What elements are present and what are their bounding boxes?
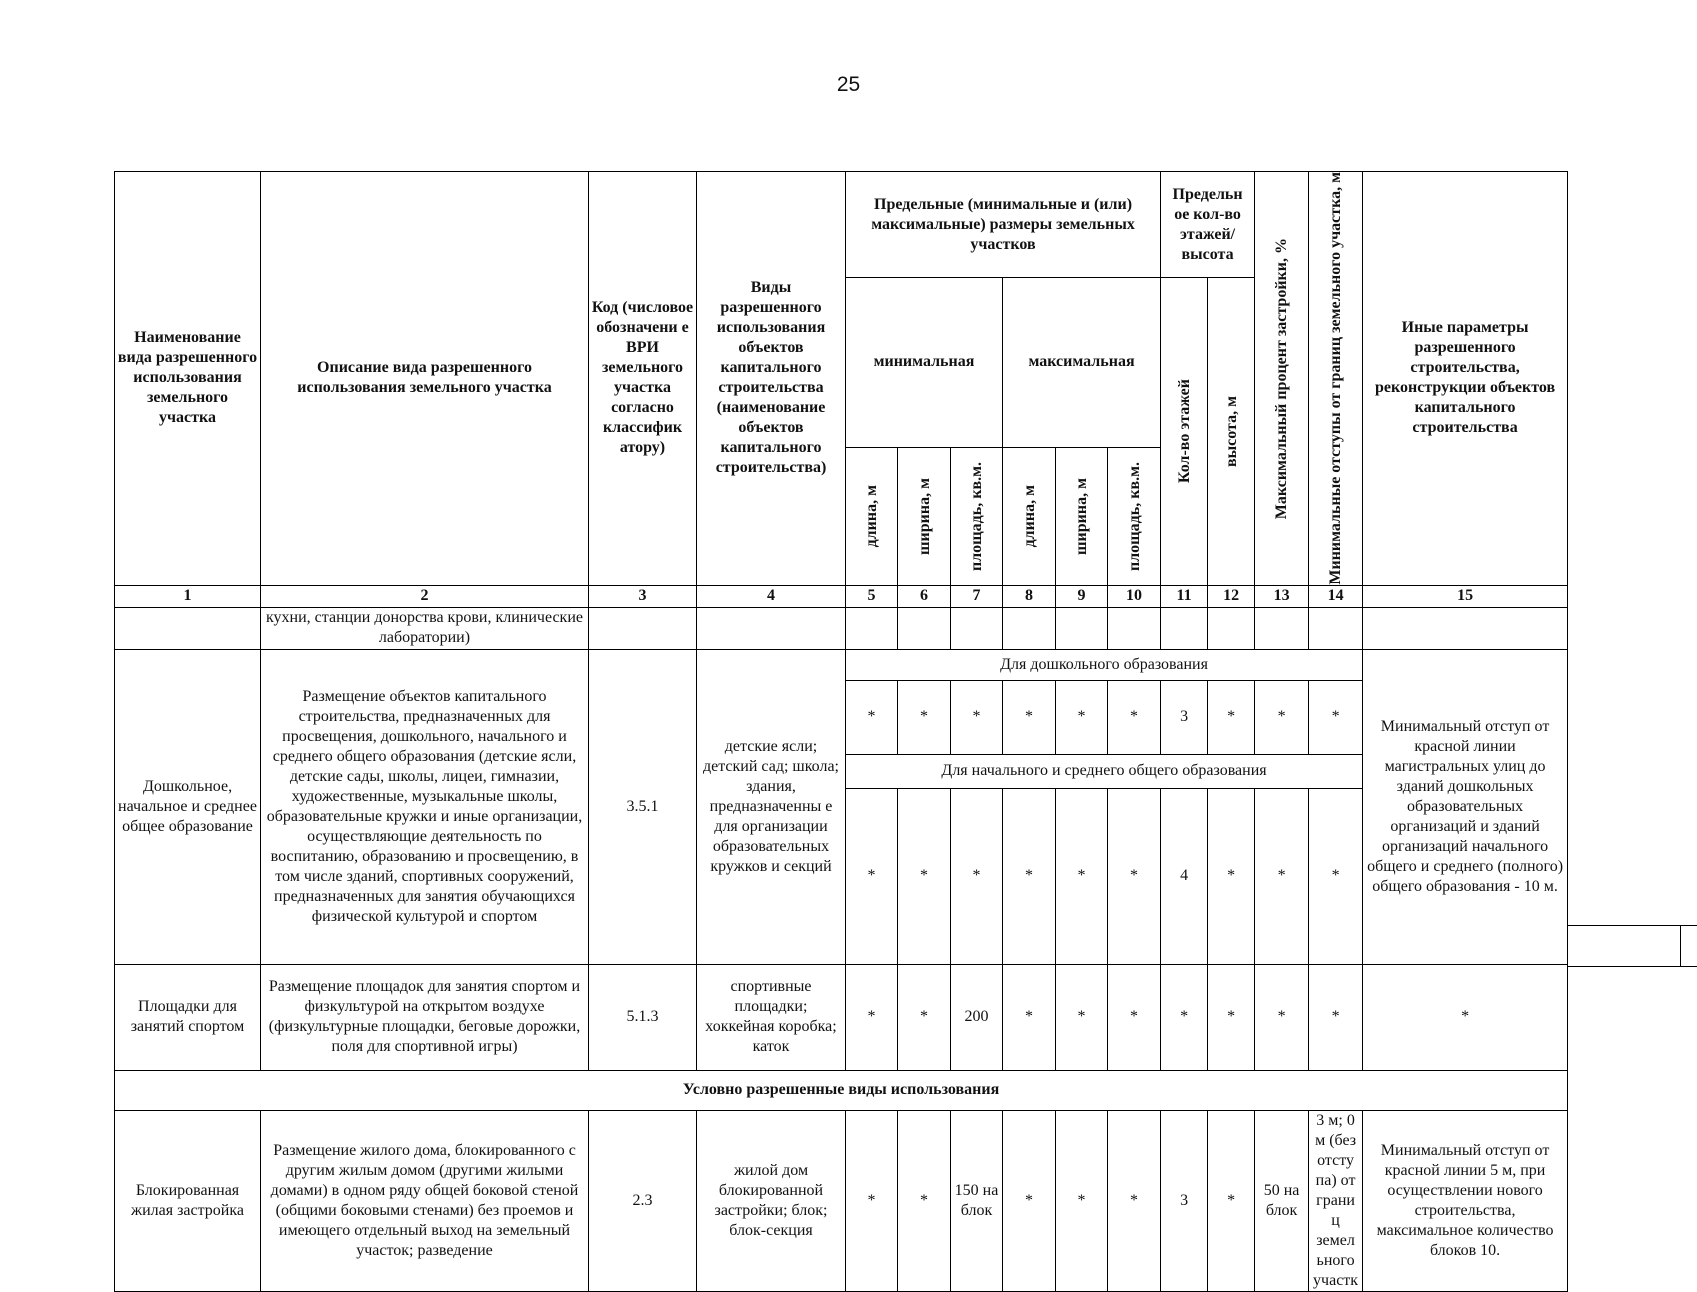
- header-max: максимальная: [1003, 278, 1161, 448]
- value-cell: *: [898, 680, 951, 754]
- value-cell: *: [1003, 788, 1056, 964]
- cell-empty: [1161, 607, 1208, 649]
- page-number: 25: [836, 73, 861, 96]
- column-number: 5: [846, 585, 898, 607]
- cell-empty: [1003, 607, 1056, 649]
- value-cell: *: [1255, 964, 1309, 1070]
- header-min-area-text: площадь, кв.м.: [968, 461, 985, 571]
- column-number: 12: [1208, 585, 1255, 607]
- value-cell: *: [1108, 788, 1161, 964]
- column-number: 11: [1161, 585, 1208, 607]
- value-cell: *: [1208, 1110, 1255, 1291]
- table-row-education: [115, 649, 1568, 680]
- value-cell: *: [1056, 680, 1108, 754]
- table-overflow-border: [1567, 925, 1697, 967]
- sport-objects: спортивные площадки; хоккейная коробка; каток: [697, 964, 846, 1070]
- value-cell: *: [1309, 788, 1363, 964]
- table-row-block-housing: [115, 1110, 1568, 1291]
- header-floors-group: Предельн ое кол-во этажей/ высота: [1161, 172, 1255, 278]
- block-description: Размещение жилого дома, блокированного с другим жилым домом (другими жилыми домами) в одном ряду общей боковой стеной (общими боковыми стенами) без проемов и имеющего отдельный выход на земельный участок; разведение: [261, 1110, 589, 1291]
- value-cell: *: [1108, 1110, 1161, 1291]
- value-cell: 200: [951, 964, 1003, 1070]
- column-number: 14: [1309, 585, 1363, 607]
- conditional-uses-section-title: Условно разрешенные виды использования: [115, 1070, 1568, 1110]
- column-number: 10: [1108, 585, 1161, 607]
- value-cell: *: [898, 788, 951, 964]
- value-cell: *: [1255, 788, 1309, 964]
- value-cell: *: [951, 788, 1003, 964]
- header-min-setback-text: Минимальные отступы от границ земельного участка, м: [1327, 172, 1345, 585]
- cell-empty: [115, 607, 261, 649]
- cell-empty: [951, 607, 1003, 649]
- block-setback-cell: 3 м; 0 м (без отсту па) от грани ц земел ьного участк: [1309, 1110, 1363, 1291]
- column-number: 2: [261, 585, 589, 607]
- header-limits: Предельные (минимальные и (или) максимальные) размеры земельных участков: [846, 172, 1161, 278]
- value-cell: *: [1056, 1110, 1108, 1291]
- header-row: [115, 172, 1568, 278]
- header-max-length-text: длина, м: [1020, 484, 1038, 548]
- column-number: 4: [697, 585, 846, 607]
- value-cell: *: [1309, 680, 1363, 754]
- header-max-area: [1108, 447, 1161, 585]
- cell-empty: [846, 607, 898, 649]
- column-number-row: [115, 585, 1568, 607]
- header-max-width-text: ширина, м: [1073, 477, 1090, 555]
- value-cell: *: [1003, 680, 1056, 754]
- sport-name: Площадки для занятий спортом: [115, 964, 261, 1070]
- header-min-width: [898, 447, 951, 585]
- edu-code: 3.5.1: [589, 649, 697, 964]
- table-overflow-divider: [1680, 926, 1681, 966]
- header-col2: Описание вида разрешенного использования земельного участка: [261, 172, 589, 586]
- header-height: [1208, 278, 1255, 586]
- value-cell: *: [1056, 788, 1108, 964]
- header-max-pct-text: Максимальный процент застройки, %: [1273, 237, 1291, 519]
- block-other-params: Минимальный отступ от красной линии 5 м, при осуществлении нового строительства, максимальное количество блоков 10.: [1363, 1110, 1568, 1291]
- edu-objects: детские ясли; детский сад; школа; здания, предназначенны е для организации образовательных кружков и секций: [697, 649, 846, 964]
- column-number: 7: [951, 585, 1003, 607]
- value-cell: *: [846, 788, 898, 964]
- edu-preschool-subheader: Для дошкольного образования: [846, 649, 1363, 680]
- value-cell: *: [1056, 964, 1108, 1070]
- edu-name: Дошкольное, начальное и среднее общее образование: [115, 649, 261, 964]
- header-col1: Наименование вида разрешенного использования земельного участка: [115, 172, 261, 586]
- block-name: Блокированная жилая застройка: [115, 1110, 261, 1291]
- cell-empty: [1363, 607, 1568, 649]
- value-cell: *: [1309, 964, 1363, 1070]
- table-row-sport: [115, 964, 1568, 1070]
- column-number: 1: [115, 585, 261, 607]
- header-min-setback: [1309, 172, 1363, 586]
- column-number: 13: [1255, 585, 1309, 607]
- header-height-text: высота, м: [1222, 395, 1240, 467]
- value-cell: *: [1208, 788, 1255, 964]
- header-floors-text: Кол-во этажей: [1175, 379, 1193, 484]
- sport-other-params: *: [1363, 964, 1568, 1070]
- column-number: 6: [898, 585, 951, 607]
- value-cell: 150 на блок: [951, 1110, 1003, 1291]
- header-min-length: [846, 447, 898, 585]
- cell-empty: [1208, 607, 1255, 649]
- section-title-row: [115, 1070, 1568, 1110]
- value-cell: *: [1161, 964, 1208, 1070]
- cell-empty: [1108, 607, 1161, 649]
- value-cell: *: [846, 1110, 898, 1291]
- cell-empty: [697, 607, 846, 649]
- value-cell: *: [1255, 680, 1309, 754]
- header-col4: Виды разрешенного использования объектов капитального строительства (наименование объектов капитального строительства): [697, 172, 846, 586]
- sport-code: 5.1.3: [589, 964, 697, 1070]
- column-number: 9: [1056, 585, 1108, 607]
- cont-description: кухни, станции донорства крови, клинические лаборатории): [261, 607, 589, 649]
- header-other: Иные параметры разрешенного строительства, реконструкции объектов капитального строительства: [1363, 172, 1568, 586]
- edu-school-subheader: Для начального и среднего общего образования: [846, 754, 1363, 788]
- value-cell: *: [951, 680, 1003, 754]
- column-number: 15: [1363, 585, 1568, 607]
- header-floors: [1161, 278, 1208, 586]
- value-cell: *: [846, 680, 898, 754]
- edu-other-params: Минимальный отступ от красной линии магистральных улиц до зданий дошкольных образовательных организаций и зданий организаций начального общего и среднего (полного) общего образования - 10 м.: [1363, 649, 1568, 964]
- header-max-pct: [1255, 172, 1309, 586]
- value-cell: *: [1003, 964, 1056, 1070]
- cell-empty: [1309, 607, 1363, 649]
- column-number: 8: [1003, 585, 1056, 607]
- cell-empty: [1056, 607, 1108, 649]
- block-objects: жилой дом блокированной застройки; блок; блок-секция: [697, 1110, 846, 1291]
- header-max-area-text: площадь, кв.м.: [1125, 461, 1143, 571]
- value-cell: *: [1208, 680, 1255, 754]
- value-cell: *: [846, 964, 898, 1070]
- sport-description: Размещение площадок для занятия спортом и физкультурой на открытом воздухе (физкультурные площадки, беговые дорожки, поля для спортивной игры): [261, 964, 589, 1070]
- cell-empty: [898, 607, 951, 649]
- value-cell: *: [1208, 964, 1255, 1070]
- header-min-width-text: ширина, м: [915, 477, 933, 555]
- cell-empty: [589, 607, 697, 649]
- value-cell: *: [898, 964, 951, 1070]
- land-use-regulations-table: [114, 171, 1568, 1292]
- edu-description: Размещение объектов капитального строительства, предназначенных для просвещения, дошкольного, начального и среднего общего образования (детские ясли, детские сады, школы, лицеи, гимназии, художественные, музыкальные школы, образовательные кружки и иные организации, осуществляющие деятельность по воспитанию, образованию и просвещению, в том числе зданий, спортивных сооружений, предназначенных для занятия обучающихся физической культурой и спортом: [261, 649, 589, 964]
- header-min-area: [951, 447, 1003, 585]
- column-number: 3: [589, 585, 697, 607]
- table-row-continuation: [115, 607, 1568, 649]
- value-cell: *: [1108, 680, 1161, 754]
- value-cell: *: [1003, 1110, 1056, 1291]
- value-cell: 50 на блок: [1255, 1110, 1309, 1291]
- value-cell: 3: [1161, 680, 1208, 754]
- value-cell: 3: [1161, 1110, 1208, 1291]
- value-cell: 4: [1161, 788, 1208, 964]
- header-max-width: [1056, 447, 1108, 585]
- header-min: минимальная: [846, 278, 1003, 448]
- header-max-length: [1003, 447, 1056, 585]
- header-col3: Код (числовое обозначени е ВРИ земельного участка согласно классифик атору): [589, 172, 697, 586]
- value-cell: *: [1108, 964, 1161, 1070]
- block-code: 2.3: [589, 1110, 697, 1291]
- cell-empty: [1255, 607, 1309, 649]
- value-cell: *: [898, 1110, 951, 1291]
- header-min-length-text: длина, м: [863, 484, 880, 548]
